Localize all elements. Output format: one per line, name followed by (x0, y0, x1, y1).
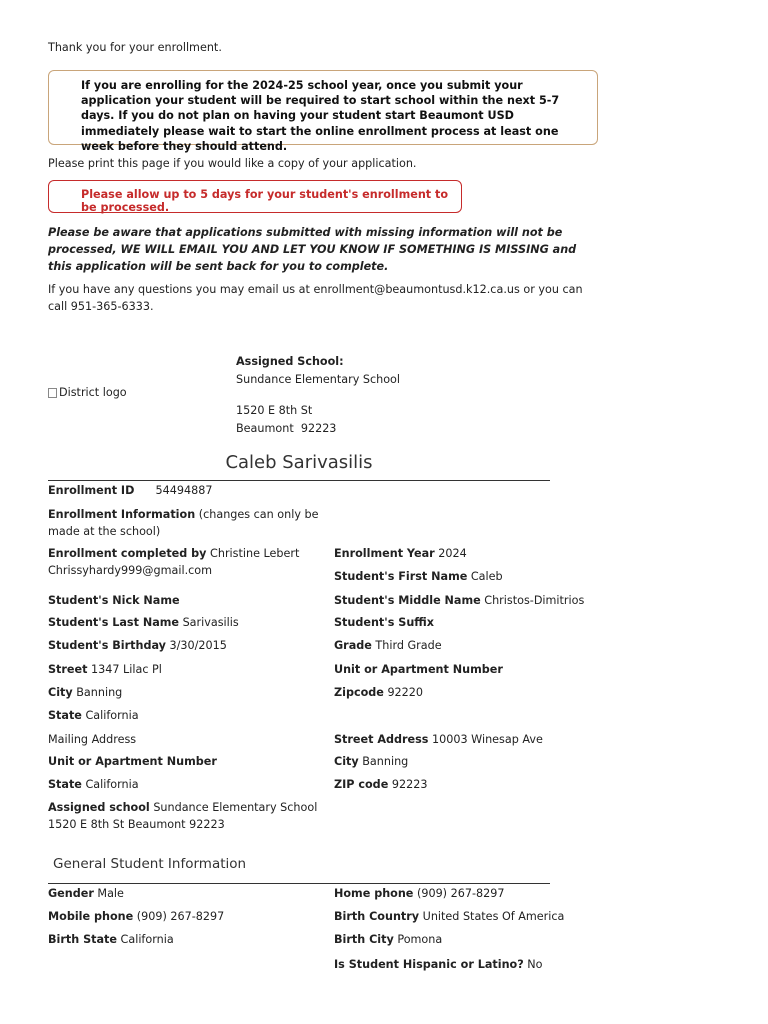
contact-info: If you have any questions you may email us at enrollment@beaumontusd.k12.ca.us or you can call 951-365-6333. (48, 283, 583, 313)
field-value: Christine Lebert (210, 547, 300, 560)
field-value: Banning (76, 686, 123, 699)
field-label: Student's Birthday (48, 639, 166, 652)
district-logo-alt: District logo (59, 386, 127, 399)
student-birthday (48, 637, 227, 654)
field-value: 2024 (438, 547, 467, 560)
field-label: Unit or Apartment Number (334, 663, 503, 676)
field-label: ZIP code (334, 778, 389, 791)
field-value: Sundance Elementary School 1520 E 8th St Beaumont 92223 (48, 801, 318, 831)
field-label: Birth State (48, 933, 117, 946)
thank-you-message: Thank you for your enrollment. (48, 41, 222, 54)
hispanic-or-latino (334, 956, 543, 973)
general-info-heading: General Student Information (53, 856, 247, 872)
assigned-school-label: Assigned School: (236, 355, 344, 368)
city (48, 684, 122, 701)
field-label: Enrollment ID (48, 484, 135, 497)
birth-country (334, 908, 564, 925)
broken-image-icon (48, 388, 57, 398)
field-value: Christos-Dimitrios (484, 594, 585, 607)
processing-alert: Please allow up to 5 days for your student's enrollment to be processed. (48, 180, 462, 213)
field-label: Enrollment Year (334, 547, 435, 560)
field-label: City (48, 686, 73, 699)
field-value: Third Grade (375, 639, 442, 652)
print-instructions: Please print this page if you would like a copy of your application. (48, 157, 417, 170)
field-value: Pomona (397, 933, 443, 946)
field-value: California (120, 933, 174, 946)
mailing-city (334, 753, 408, 770)
enrollment-notice: If you are enrolling for the 2024-25 school year, once you submit your application your student will be required to start school within the next 5-7 days. If you do not plan on having your student start Beaumont USD immediately please wait to start the online enrollment process at least one week before they should attend. (48, 70, 598, 145)
gender (48, 885, 124, 902)
enrollment-information-heading (48, 506, 328, 540)
field-label: City (334, 755, 359, 768)
field-label: Birth City (334, 933, 394, 946)
field-email: Chrissyhardy999@gmail.com (48, 564, 213, 577)
field-value: Male (97, 887, 124, 900)
field-label: Student's First Name (334, 570, 468, 583)
field-label: Grade (334, 639, 372, 652)
field-label: Street Address (334, 733, 429, 746)
field-label: Enrollment Information (48, 508, 196, 521)
field-label: State (48, 709, 82, 722)
field-label: Mobile phone (48, 910, 134, 923)
enrollment-id (48, 482, 212, 499)
field-value: United States Of America (422, 910, 565, 923)
field-label: Home phone (334, 887, 414, 900)
field-label: Student's Nick Name (48, 594, 180, 607)
student-name-heading: Caleb Sarivasilis (225, 452, 373, 473)
field-value: California (85, 709, 139, 722)
field-label: Assigned school (48, 801, 150, 814)
state (48, 707, 139, 724)
field-label: Unit or Apartment Number (48, 755, 217, 768)
field-label: Enrollment completed by (48, 547, 207, 560)
assigned-school-city: Beaumont 92223 (236, 421, 337, 435)
assigned-school-street: 1520 E 8th St (236, 404, 313, 417)
student-last-name (48, 614, 239, 631)
field-value: Banning (362, 755, 409, 768)
mailing-unit-number (48, 753, 217, 770)
mailing-state (48, 776, 139, 793)
missing-info-warning: Please be aware that applications submitted with missing information will not be processed, WE WILL EMAIL YOU AND LET YOU KNOW IF SOMETHING IS MISSING and this application will be sent back for you to complete. (48, 226, 577, 273)
field-value: (909) 267-8297 (416, 887, 505, 900)
student-suffix (334, 614, 434, 631)
field-value: Caleb (470, 570, 503, 583)
mobile-phone (48, 908, 224, 925)
zipcode (334, 684, 423, 701)
unit-number (334, 661, 503, 678)
assigned-school-name: Sundance Elementary School (236, 372, 401, 386)
birth-city (334, 931, 442, 948)
field-value: Sarivasilis (182, 616, 239, 629)
street (48, 661, 162, 678)
field-label: Street (48, 663, 88, 676)
field-label: Zipcode (334, 686, 384, 699)
student-nick-name (48, 592, 180, 609)
enrollment-year (334, 545, 467, 562)
field-label: Student's Suffix (334, 616, 434, 629)
field-label: Birth Country (334, 910, 420, 923)
assigned-school-block (236, 353, 400, 437)
divider (48, 480, 550, 481)
field-value: (909) 267-8297 (136, 910, 225, 923)
mailing-address-heading (48, 731, 136, 748)
field-value: 54494887 (155, 484, 213, 497)
student-first-name (334, 568, 503, 585)
field-value: 3/30/2015 (169, 639, 227, 652)
field-value: 92220 (387, 686, 424, 699)
field-note: (changes can only be made at the school) (48, 508, 319, 538)
mailing-zip-code (334, 776, 427, 793)
birth-state (48, 931, 174, 948)
divider (48, 883, 550, 884)
home-phone (334, 885, 504, 902)
field-value: No (527, 958, 543, 971)
enrollment-completed-by (48, 545, 328, 579)
field-value: 92223 (391, 778, 428, 791)
assigned-school (48, 799, 320, 833)
field-label: Student's Last Name (48, 616, 179, 629)
district-logo (48, 386, 127, 399)
field-value: 10003 Winesap Ave (432, 733, 543, 746)
field-value: California (85, 778, 139, 791)
field-label: Student's Middle Name (334, 594, 481, 607)
field-label: Mailing Address (48, 733, 137, 746)
mailing-street-address (334, 731, 543, 748)
field-label: State (48, 778, 82, 791)
student-middle-name (334, 592, 584, 609)
field-label: Is Student Hispanic or Latino? (334, 958, 524, 971)
student-grade (334, 637, 442, 654)
field-label: Gender (48, 887, 94, 900)
field-value: 1347 Lilac Pl (91, 663, 162, 676)
